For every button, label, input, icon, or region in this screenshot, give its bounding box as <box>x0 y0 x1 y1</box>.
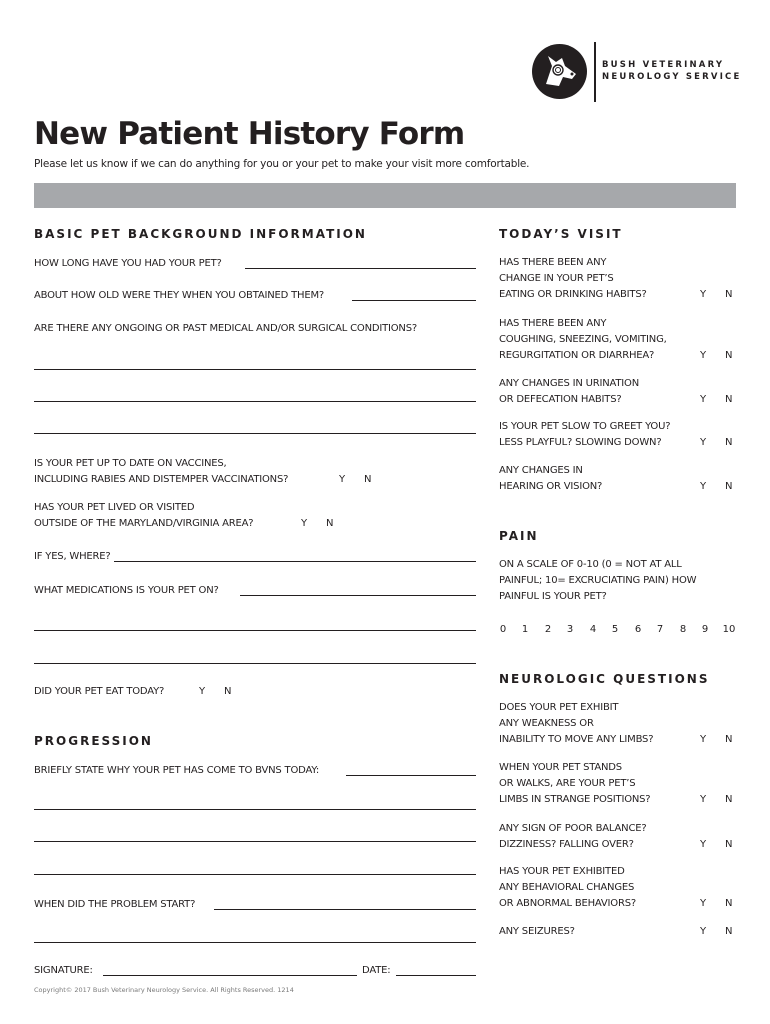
answer-line-how-long[interactable] <box>245 268 476 269</box>
answer-line-where[interactable] <box>114 561 476 562</box>
today-q1-no[interactable]: N <box>725 289 733 300</box>
logo-divider <box>594 42 596 102</box>
pain-scale-8[interactable]: 8 <box>679 624 687 635</box>
pain-question-line-2: PAINFUL; 10= EXCRUCIATING PAIN) HOW <box>499 575 697 586</box>
neuro-q2-no[interactable]: N <box>725 794 733 805</box>
today-q3-line-2: OR DEFECATION HABITS? <box>499 394 622 405</box>
date-line[interactable] <box>396 975 476 976</box>
today-q4-line-1: IS YOUR PET SLOW TO GREET YOU? <box>499 421 671 432</box>
today-q1-line-2: CHANGE IN YOUR PET’S <box>499 273 614 284</box>
today-q3-line-1: ANY CHANGES IN URINATION <box>499 378 640 389</box>
eat-today-yes[interactable]: Y <box>199 686 206 697</box>
today-q3-yes[interactable]: Y <box>700 394 707 405</box>
today-q5-line-2: HEARING OR VISION? <box>499 481 603 492</box>
question-conditions: ARE THERE ANY ONGOING OR PAST MEDICAL AND/OR SURGICAL CONDITIONS? <box>34 323 417 334</box>
date-label: DATE: <box>362 965 391 976</box>
answer-line-when-start[interactable] <box>214 909 476 910</box>
today-q2-line-3: REGURGITATION OR DIARRHEA? <box>499 350 655 361</box>
answer-line-why-3[interactable] <box>34 841 476 842</box>
neuro-q4-line-2: ANY BEHAVIORAL CHANGES <box>499 882 635 893</box>
today-q5-line-1: ANY CHANGES IN <box>499 465 583 476</box>
question-where: IF YES, WHERE? <box>34 551 111 562</box>
section-heading-basic: BASIC PET BACKGROUND INFORMATION <box>34 227 367 241</box>
section-heading-progression: PROGRESSION <box>34 734 153 748</box>
neuro-q1-line-2: ANY WEAKNESS OR <box>499 718 594 729</box>
today-q4-no[interactable]: N <box>725 437 733 448</box>
question-vaccines-line-1: IS YOUR PET UP TO DATE ON VACCINES, <box>34 458 227 469</box>
today-q2-no[interactable]: N <box>725 350 733 361</box>
lived-yes[interactable]: Y <box>301 518 308 529</box>
pain-scale-6[interactable]: 6 <box>634 624 642 635</box>
header-bar <box>34 183 736 208</box>
neuro-q1-no[interactable]: N <box>725 734 733 745</box>
neuro-q1-yes[interactable]: Y <box>700 734 707 745</box>
pain-scale-2[interactable]: 2 <box>544 624 552 635</box>
logo-line-1: BUSH VETERINARY <box>602 60 725 70</box>
dog-head-icon <box>532 44 587 99</box>
eat-today-no[interactable]: N <box>224 686 232 697</box>
pain-scale-0[interactable]: 0 <box>499 624 507 635</box>
answer-line-medications[interactable] <box>240 595 476 596</box>
today-q2-line-1: HAS THERE BEEN ANY <box>499 318 607 329</box>
question-vaccines-line-2: INCLUDING RABIES AND DISTEMPER VACCINATIONS? <box>34 474 289 485</box>
today-q4-yes[interactable]: Y <box>700 437 707 448</box>
neuro-q1-line-3: INABILITY TO MOVE ANY LIMBS? <box>499 734 654 745</box>
question-lived-line-2: OUTSIDE OF THE MARYLAND/VIRGINIA AREA? <box>34 518 254 529</box>
neuro-q4-yes[interactable]: Y <box>700 898 707 909</box>
neuro-q2-line-1: WHEN YOUR PET STANDS <box>499 762 622 773</box>
neuro-q5-line-1: ANY SEIZURES? <box>499 926 575 937</box>
question-eat-today: DID YOUR PET EAT TODAY? <box>34 686 165 697</box>
pain-scale-1[interactable]: 1 <box>521 624 529 635</box>
pain-scale-4[interactable]: 4 <box>589 624 597 635</box>
section-heading-todays-visit: TODAY’S VISIT <box>499 227 623 241</box>
neuro-q5-yes[interactable]: Y <box>700 926 707 937</box>
answer-line-conditions-2[interactable] <box>34 401 476 402</box>
neuro-q4-line-1: HAS YOUR PET EXHIBITED <box>499 866 625 877</box>
neuro-q3-line-1: ANY SIGN OF POOR BALANCE? <box>499 823 647 834</box>
lived-no[interactable]: N <box>326 518 334 529</box>
pain-scale-3[interactable]: 3 <box>566 624 574 635</box>
today-q4-line-2: LESS PLAYFUL? SLOWING DOWN? <box>499 437 662 448</box>
signature-line[interactable] <box>103 975 357 976</box>
answer-line-conditions-3[interactable] <box>34 433 476 434</box>
today-q1-line-1: HAS THERE BEEN ANY <box>499 257 607 268</box>
vaccines-yes[interactable]: Y <box>339 474 346 485</box>
neuro-q5-no[interactable]: N <box>725 926 733 937</box>
answer-line-why[interactable] <box>346 775 476 776</box>
neuro-q2-line-3: LIMBS IN STRANGE POSITIONS? <box>499 794 651 805</box>
answer-line-medications-2[interactable] <box>34 630 476 631</box>
section-heading-neurologic: NEUROLOGIC QUESTIONS <box>499 672 710 686</box>
neuro-q3-no[interactable]: N <box>725 839 733 850</box>
signature-label: SIGNATURE: <box>34 965 93 976</box>
pain-scale-9[interactable]: 9 <box>701 624 709 635</box>
neuro-q4-line-3: OR ABNORMAL BEHAVIORS? <box>499 898 636 909</box>
neuro-q3-line-2: DIZZINESS? FALLING OVER? <box>499 839 634 850</box>
vaccines-no[interactable]: N <box>364 474 372 485</box>
today-q1-line-3: EATING OR DRINKING HABITS? <box>499 289 647 300</box>
pain-question-line-3: PAINFUL IS YOUR PET? <box>499 591 607 602</box>
neuro-q2-line-2: OR WALKS, ARE YOUR PET’S <box>499 778 636 789</box>
neuro-q4-no[interactable]: N <box>725 898 733 909</box>
page-subtitle: Please let us know if we can do anything for you or your pet to make your visit more comfortable. <box>34 158 530 170</box>
today-q5-yes[interactable]: Y <box>700 481 707 492</box>
neuro-q2-yes[interactable]: Y <box>700 794 707 805</box>
pain-scale-7[interactable]: 7 <box>656 624 664 635</box>
today-q3-no[interactable]: N <box>725 394 733 405</box>
answer-line-when-start-2[interactable] <box>34 942 476 943</box>
today-q5-no[interactable]: N <box>725 481 733 492</box>
section-heading-pain: PAIN <box>499 529 539 543</box>
question-lived-line-1: HAS YOUR PET LIVED OR VISITED <box>34 502 195 513</box>
question-how-long: HOW LONG HAVE YOU HAD YOUR PET? <box>34 258 222 269</box>
answer-line-why-2[interactable] <box>34 809 476 810</box>
today-q1-yes[interactable]: Y <box>700 289 707 300</box>
today-q2-line-2: COUGHING, SNEEZING, VOMITING, <box>499 334 667 345</box>
today-q2-yes[interactable]: Y <box>700 350 707 361</box>
question-medications: WHAT MEDICATIONS IS YOUR PET ON? <box>34 585 219 596</box>
answer-line-why-4[interactable] <box>34 874 476 875</box>
pain-scale-10[interactable]: 10 <box>722 624 736 635</box>
pain-scale-5[interactable]: 5 <box>611 624 619 635</box>
copyright-footer: Copyright© 2017 Bush Veterinary Neurology Service. All Rights Reserved. 1214 <box>34 986 294 994</box>
question-why: BRIEFLY STATE WHY YOUR PET HAS COME TO BVNS TODAY: <box>34 765 320 776</box>
pain-question-line-1: ON A SCALE OF 0-10 (0 = NOT AT ALL <box>499 559 682 570</box>
logo-line-2: NEUROLOGY SERVICE <box>602 72 742 82</box>
page-title: New Patient History Form <box>34 116 465 152</box>
question-when-start: WHEN DID THE PROBLEM START? <box>34 899 196 910</box>
neuro-q3-yes[interactable]: Y <box>700 839 707 850</box>
neuro-q1-line-1: DOES YOUR PET EXHIBIT <box>499 702 619 713</box>
answer-line-how-old[interactable] <box>352 300 476 301</box>
question-how-old: ABOUT HOW OLD WERE THEY WHEN YOU OBTAINED THEM? <box>34 290 324 301</box>
answer-line-medications-3[interactable] <box>34 663 476 664</box>
logo-dog-emblem <box>532 44 587 99</box>
answer-line-conditions-1[interactable] <box>34 369 476 370</box>
